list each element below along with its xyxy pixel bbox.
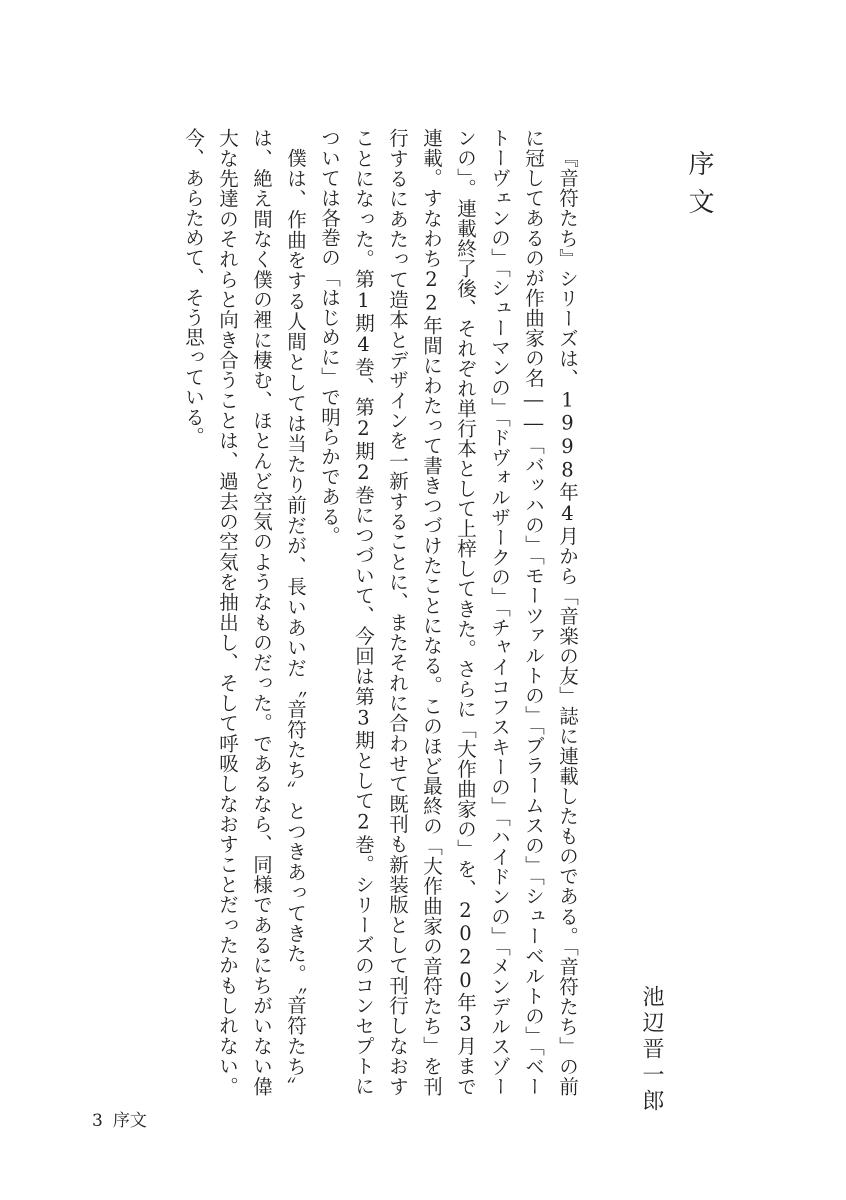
preface-body [182, 128, 584, 1096]
page-number: 3 [92, 1111, 103, 1131]
preface-paragraph-1: 『音符たち』シリーズは、1998年4月から「音楽の友」誌に連載したものである。「音符たち」の前に冠してあるのが作曲家の名――「バッハの」「モーツァルトの」「ブラームスの」「シューベルトの」「ベートーヴェンの」「シューマンの」「ドヴォルザークの」「チャイコフスキーの」「ハイドンの」「メンデルスゾーンの」。連載終了後、それぞれ単行本として上梓してきた。さらに「大作曲家の」を、2020年3月まで連載。すなわち22年間にわたって書きつづけたことになる。このほど最終の「大作曲家の音符たち」を刊行するにあたって造本とデザインを一新することに、またそれに合わせて既刊も新装版として刊行しなおすことになった。第1期4巻、第2期2巻につづいて、今回は第3期として2巻。シリーズのコンセプトについては各巻の「はじめに」で明らかである。 [318, 128, 579, 1096]
author-name: 池辺晋一郎 [639, 985, 664, 1115]
preface-paragraph-2: 僕は、作曲をする人間としては当たり前だが、長いあいだ〝音符たち〟とつきあってきた。〝音符たち〟は、絶え間なく僕の裡に棲む、ほとんど空気のようなものだった。であるなら、同様であるにちがいない偉大な先達のそれらと向き合うことは、過去の空気を抽出し、そして呼吸しなおすことだったかもしれない。今、あらためて、そう思っている。 [182, 128, 307, 1096]
page-footer [92, 1110, 147, 1132]
running-section-title: 序文 [112, 1111, 147, 1131]
page-title: 序文 [684, 150, 714, 226]
